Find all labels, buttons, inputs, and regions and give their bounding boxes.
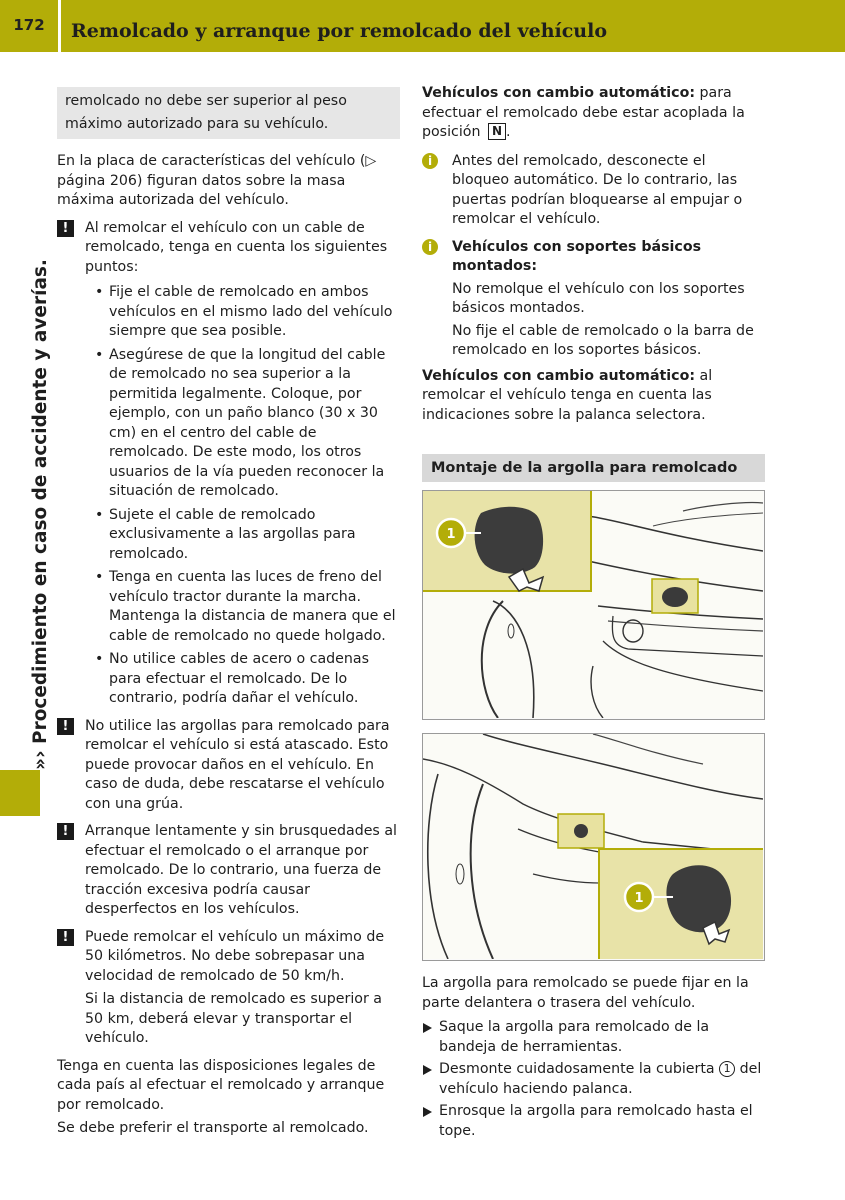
- info-basic-supports: [422, 238, 765, 361]
- step-text-tail: del vehículo haciendo palanca.: [439, 1061, 762, 1097]
- chapter-side-label: »› Procedimiento en caso de accidente y averías.: [30, 259, 51, 770]
- section-heading: Montaje de la argolla para remolcado: [422, 454, 765, 482]
- continued-note-box: remolcado no debe ser superior al peso máximo autorizado para su vehículo.: [57, 87, 400, 139]
- info-icon: i: [422, 153, 438, 169]
- page-number: 172: [13, 16, 45, 34]
- warning-text-secondary: Si la distancia de remolcado es superior a 50 km, deberá elevar y transportar el vehículo.: [85, 991, 383, 1046]
- warning-text: Puede remolcar el vehículo un máximo de 50 kilómetros. No debe sobrepasar una velocidad de remolcado de 50 km/h.: [85, 928, 385, 984]
- right-column: [422, 84, 765, 433]
- automatic-label: Vehículos con cambio automático:: [422, 367, 695, 384]
- info-title: Vehículos con soportes básicos montados:: [452, 238, 702, 274]
- warning-stuck-vehicle: [57, 717, 400, 815]
- warning-text: Arranque lentamente y sin brusquedades al efectuar el remolcado o el arranque por remolcado. De lo contrario, una fuerza de tracción excesiva podría causar desperfectos en los vehículos.: [85, 823, 397, 917]
- figure-rear-tow-eye: [422, 733, 765, 961]
- header-divider: [58, 0, 61, 52]
- info-icon: i: [422, 239, 438, 255]
- warning-tow-cable: [57, 219, 400, 709]
- right-column-bottom: [422, 974, 765, 1144]
- step-item: Saque la argolla para remolcado de la bandeja de herramientas.: [422, 1018, 765, 1057]
- warning-text: No utilice las argollas para remolcado para remolcar el vehículo si está atascado. Esto puede provocar daños en el vehículo. En caso de duda, debe rescatarse el vehículo con una grúa.: [85, 717, 390, 812]
- paragraph-automatic-n: Vehículos con cambio automático: para efectuar el remolcado debe estar acoplada la posición N .: [422, 85, 745, 140]
- list-item: • Fije el cable de remolcado en ambos vehículos en el mismo lado del vehículo siempre que sea posible.: [95, 283, 400, 342]
- list-item: • Tenga en cuenta las luces de freno del vehículo tractor durante la marcha. Mantenga la distancia de manera que el cable de remolcado no quede holgado.: [95, 568, 400, 646]
- warning-icon: !: [57, 823, 74, 840]
- step-item: [422, 1060, 765, 1099]
- automatic-label: Vehículos con cambio automático:: [422, 85, 695, 101]
- paragraph-transport: Se debe preferir el transporte al remolcado.: [57, 1120, 369, 1136]
- front-vehicle-illustration: [423, 491, 763, 718]
- side-tab-marker: [0, 770, 40, 816]
- warning-start-slowly: [57, 822, 400, 920]
- gear-n-symbol: N: [488, 123, 506, 140]
- rear-vehicle-illustration: [423, 734, 763, 959]
- info-auto-lock: [422, 152, 765, 230]
- bullet-list: [95, 283, 400, 709]
- callout-reference-icon: 1: [719, 1061, 735, 1077]
- info-text: No remolque el vehículo con los soportes básicos montados.: [452, 280, 745, 316]
- step-item: Enrosque la argolla para remolcado hasta el tope.: [422, 1102, 765, 1141]
- figure-front-tow-eye: [422, 490, 765, 720]
- callout-number: 1: [634, 891, 644, 906]
- paragraph-front-rear: La argolla para remolcado se puede fijar en la parte delantera o trasera del vehículo.: [422, 975, 749, 1011]
- warning-icon: !: [57, 718, 74, 735]
- list-item: • No utilice cables de acero o cadenas para efectuar el remolcado. De lo contrario, podría dañar el vehículo.: [95, 650, 400, 709]
- info-text: No fije el cable de remolcado o la barra de remolcado en los soportes básicos.: [452, 322, 754, 358]
- step-text: Desmonte cuidadosamente la cubierta: [439, 1061, 715, 1077]
- page-title: Remolcado y arranque por remolcado del vehículo: [71, 20, 608, 42]
- callout-number: 1: [446, 527, 456, 542]
- list-item: • Asegúrese de que la longitud del cable de remolcado no sea superior a la permitida legalmente. Coloque, por ejemplo, con un paño blanco (30 x 30 cm) en el centro del cable de remolcado. De este modo, los otros usuarios de la vía pueden reconocer la situación de remolcado.: [95, 346, 400, 502]
- automatic-text: al remolcar el vehículo tenga en cuenta las indicaciones sobre la palanca selectora.: [422, 367, 713, 423]
- left-column: [57, 87, 400, 1147]
- paragraph-legal: Tenga en cuenta las disposiciones legales de cada país al efectuar el remolcado y arranque por remolcado.: [57, 1057, 385, 1113]
- warning-text: Al remolcar el vehículo con un cable de remolcado, tenga en cuenta los siguientes puntos:: [85, 219, 388, 275]
- paragraph-vehicle-plate: En la placa de características del vehículo (▷ página 206) figuran datos sobre la masa máxima autorizada del vehículo.: [57, 153, 377, 208]
- paragraph-selector-lever: [422, 367, 765, 426]
- info-text: Antes del remolcado, desconecte el bloqueo automático. De lo contrario, las puertas podrían bloquearse al empujar o remolcar el vehículo.: [452, 152, 743, 227]
- automatic-text: para efectuar el remolcado debe estar acoplada la posición: [422, 85, 745, 140]
- warning-icon: !: [57, 220, 74, 237]
- list-item: • Sujete el cable de remolcado exclusivamente a las argollas para remolcado.: [95, 506, 400, 565]
- warning-max-distance: [57, 928, 400, 1049]
- warning-icon: !: [57, 929, 74, 946]
